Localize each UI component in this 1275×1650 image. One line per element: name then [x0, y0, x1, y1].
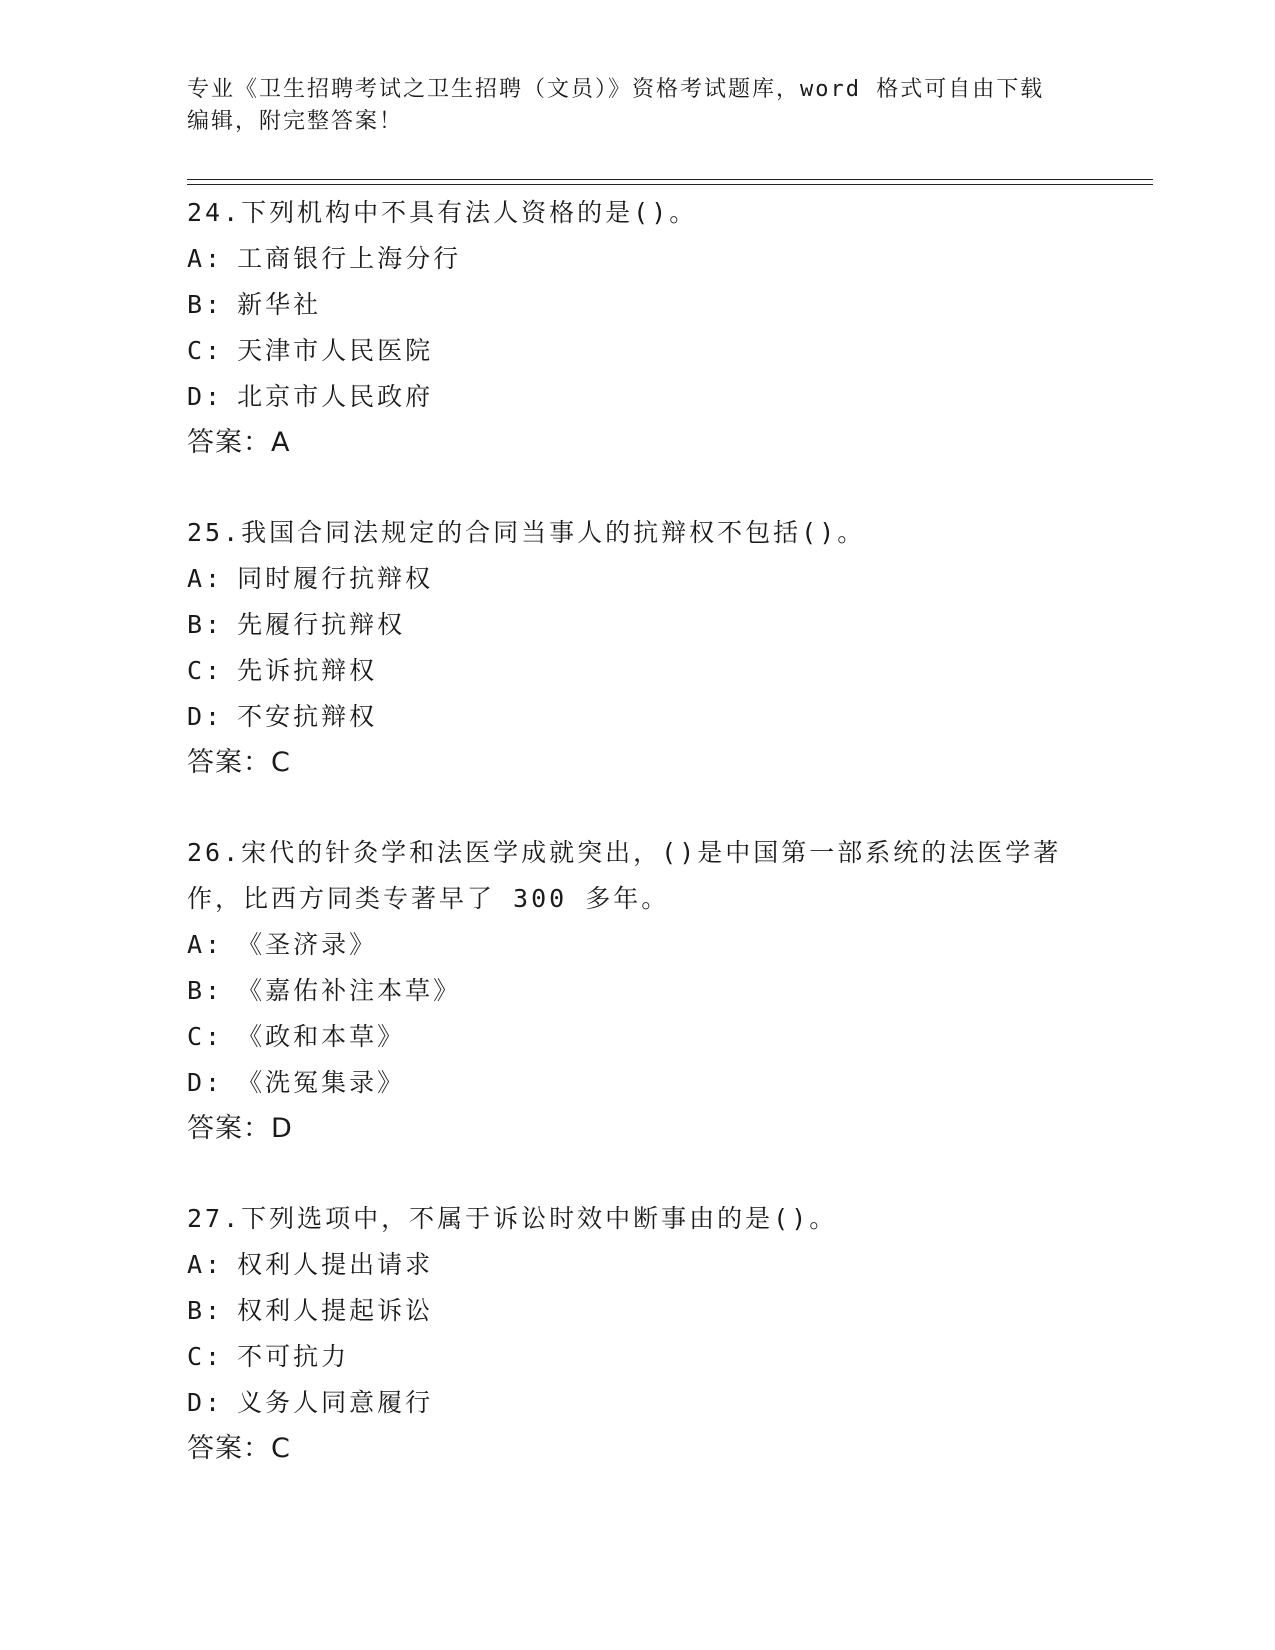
option-label: C:: [187, 1022, 224, 1051]
option-label: D:: [187, 1068, 224, 1097]
question-text: 24.下列机构中不具有法人资格的是()。: [187, 198, 698, 227]
option-label: B:: [187, 290, 224, 319]
option-label: D:: [187, 382, 224, 411]
option-b: [187, 1288, 1107, 1334]
question-item: [187, 190, 1107, 466]
question-list: [187, 190, 1107, 1516]
option-label: C:: [187, 336, 224, 365]
option-text: 北京市人民政府: [237, 382, 434, 411]
option-text: 先履行抗辩权: [237, 610, 406, 639]
question-text: 26.宋代的针灸学和法医学成就突出，()是中国第一部系统的法医学著作，比西方同类专著早了 300 多年。: [187, 838, 1062, 913]
option-text: 《嘉佑补注本草》: [237, 976, 462, 1005]
option-label: A:: [187, 930, 224, 959]
option-label: C:: [187, 656, 224, 685]
question-text: 27.下列选项中，不属于诉讼时效中断事由的是()。: [187, 1204, 838, 1233]
question-item: [187, 510, 1107, 786]
option-b: [187, 968, 1107, 1014]
option-label: B:: [187, 1296, 224, 1325]
option-a: [187, 556, 1107, 602]
option-a: [187, 922, 1107, 968]
answer-text: 答案：D: [187, 1113, 293, 1144]
header-line-2: 编辑，附完整答案！: [187, 109, 404, 134]
option-label: A:: [187, 1250, 224, 1279]
option-text: 不安抗辩权: [237, 702, 378, 731]
answer-text: 答案：A: [187, 427, 291, 458]
option-text: 义务人同意履行: [237, 1388, 434, 1417]
question-item: [187, 1196, 1107, 1472]
option-b: [187, 282, 1107, 328]
option-label: A:: [187, 564, 224, 593]
question-item: [187, 830, 1107, 1152]
option-d: [187, 1380, 1107, 1426]
option-label: D:: [187, 702, 224, 731]
header-divider-top: [187, 179, 1153, 180]
answer-text: 答案：C: [187, 747, 291, 778]
option-text: 同时履行抗辩权: [237, 564, 434, 593]
option-text: 新华社: [237, 290, 322, 319]
option-d: [187, 694, 1107, 740]
option-a: [187, 1242, 1107, 1288]
question-text: 25.我国合同法规定的合同当事人的抗辩权不包括()。: [187, 518, 866, 547]
document-header: [187, 74, 1087, 138]
header-line-1: 专业《卫生招聘考试之卫生招聘（文员）》资格考试题库，word 格式可自由下载: [187, 77, 1045, 102]
option-b: [187, 602, 1107, 648]
option-label: D:: [187, 1388, 224, 1417]
option-a: [187, 236, 1107, 282]
option-text: 权利人提出请求: [237, 1250, 434, 1279]
option-label: A:: [187, 244, 224, 273]
option-label: B:: [187, 976, 224, 1005]
option-c: [187, 1334, 1107, 1380]
option-text: 《政和本草》: [237, 1022, 406, 1051]
option-text: 天津市人民医院: [237, 336, 434, 365]
option-c: [187, 648, 1107, 694]
option-text: 工商银行上海分行: [237, 244, 462, 273]
option-text: 《洗冤集录》: [237, 1068, 406, 1097]
option-d: [187, 1060, 1107, 1106]
option-d: [187, 374, 1107, 420]
answer-text: 答案：C: [187, 1433, 291, 1464]
option-label: C:: [187, 1342, 224, 1371]
option-label: B:: [187, 610, 224, 639]
option-text: 不可抗力: [237, 1342, 350, 1371]
option-text: 《圣济录》: [237, 930, 378, 959]
header-divider-bottom: [187, 184, 1153, 185]
option-text: 先诉抗辩权: [237, 656, 378, 685]
option-c: [187, 1014, 1107, 1060]
option-text: 权利人提起诉讼: [237, 1296, 434, 1325]
option-c: [187, 328, 1107, 374]
